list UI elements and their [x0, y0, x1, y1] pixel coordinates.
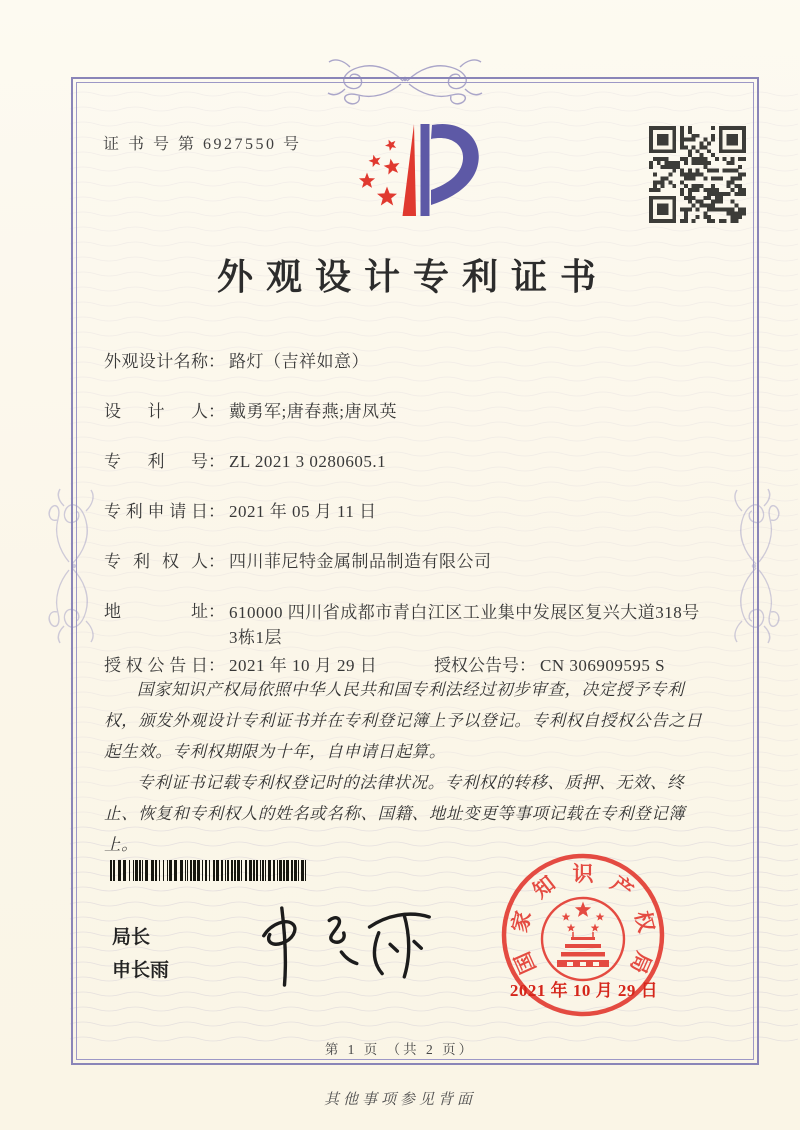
svg-text:家: 家: [507, 908, 536, 935]
field-value: 610000 四川省成都市青白江区工业集中发展区复兴大道318号3栋1层: [229, 603, 700, 647]
field-row-patentee: [104, 550, 720, 574]
colon: ：: [208, 602, 225, 621]
director-title: 局长: [112, 927, 151, 948]
field-value: ZL 2021 3 0280605.1: [229, 452, 387, 471]
logo-p-stem: [421, 124, 430, 216]
svg-text:识: 识: [572, 861, 594, 886]
qr-code: [649, 126, 746, 223]
field-row-design-name: [104, 350, 720, 374]
colon: ：: [208, 352, 225, 371]
field-row-designers: [104, 400, 720, 424]
page-number: 第 1 页 （共 2 页）: [324, 1042, 476, 1057]
seal-date: 2021 年 10 月 29 日: [509, 981, 659, 1000]
field-value: 戴勇军;唐春燕;唐凤英: [229, 402, 397, 421]
svg-text:产: 产: [606, 871, 638, 904]
svg-text:国: 国: [510, 948, 541, 978]
field-value: 2021 年 05 月 11 日: [229, 502, 377, 521]
field-label: 专利号: [104, 452, 208, 471]
svg-text:局: 局: [625, 948, 656, 978]
logo-p-bowl: [431, 124, 479, 205]
colon: ：: [208, 552, 225, 571]
logo-stars-icon: [359, 140, 400, 206]
colon: ：: [208, 502, 225, 521]
field-value: 四川菲尼特金属制品制造有限公司: [229, 552, 492, 571]
field-label: 专利权人: [104, 552, 208, 571]
field-label: 外观设计名称: [104, 352, 208, 371]
body-paragraph-2: 专利证书记载专利权登记时的法律状况。专利权的转移、质押、无效、终止、恢复和专利权人的姓名或名称、国籍、地址变更等事项记载在专利登记簿上。: [104, 773, 686, 854]
field-label: 授权公告日: [104, 656, 208, 675]
field-row-filing-date: [104, 500, 720, 524]
certificate-number: 证 书 号 第 6927550 号: [103, 136, 302, 153]
director-name: 申长雨: [112, 960, 170, 981]
grant-date-value: 2021 年 10 月 29 日: [229, 656, 378, 675]
emblem-gate-icon: [557, 932, 609, 967]
legal-text-section: [104, 674, 718, 860]
fields-section: [104, 350, 720, 704]
field-row-patent-number: [104, 450, 720, 474]
body-paragraph-1: 国家知识产权局依照中华人民共和国专利法经过初步审查，决定授予专利权，颁发外观设计专利证书并在专利登记簿上予以登记。专利权自授权公告之日起生效。专利权期限为十年，自申请日起算。: [104, 680, 703, 761]
logo-wedge: [403, 124, 417, 216]
back-note: 其他事项参见背面: [323, 1092, 476, 1108]
field-value: 路灯（吉祥如意）: [229, 352, 369, 371]
emblem-stars-icon: [562, 902, 605, 932]
colon: ：: [208, 402, 225, 421]
director-block: [112, 921, 169, 987]
colon: ：: [208, 452, 225, 471]
colon: ：: [208, 656, 225, 675]
cnipa-logo: [330, 114, 492, 236]
certificate-title: 外观设计专利证书: [216, 257, 609, 297]
colon: ：: [519, 656, 536, 675]
field-row-address: [104, 600, 720, 650]
svg-text:知: 知: [528, 871, 560, 904]
field-label: 专利申请日: [104, 502, 208, 521]
field-label: 授权公告号: [434, 656, 519, 675]
field-label: 地址: [104, 602, 208, 621]
field-label: 设计人: [104, 402, 208, 421]
grant-number-value: CN 306909595 S: [540, 656, 666, 675]
barcode: [110, 860, 312, 881]
svg-text:权: 权: [630, 908, 659, 935]
director-signature: [242, 893, 442, 988]
